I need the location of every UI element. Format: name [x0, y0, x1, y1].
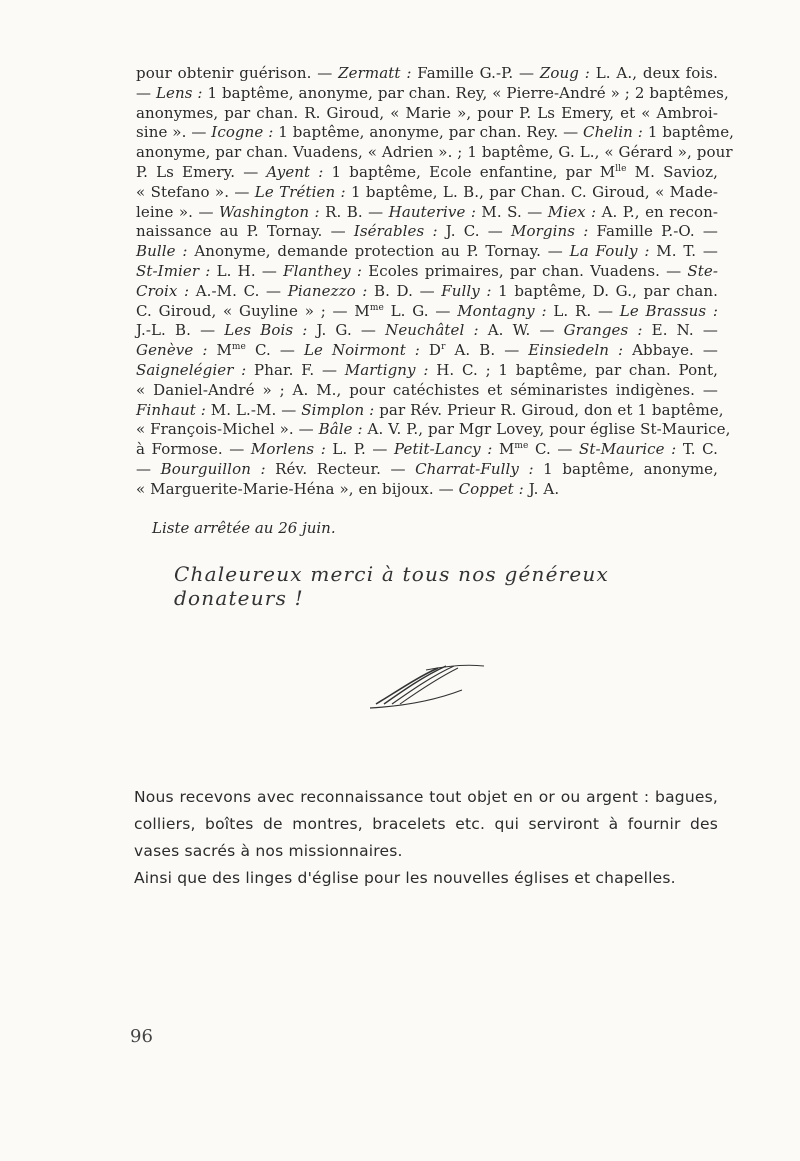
- pen-flourish-icon: [366, 660, 488, 716]
- donor-text: P. Ls Emery. —: [136, 162, 267, 181]
- donor-list-line: [136, 400, 724, 421]
- donor-list-line: [136, 341, 718, 361]
- place-name: Bourguillon :: [160, 459, 266, 478]
- place-name: Charrat-Fully :: [415, 459, 534, 478]
- donor-text: T. C.: [676, 440, 719, 459]
- donor-text: Abbaye. —: [623, 341, 718, 360]
- donor-text: 1 baptême,: [642, 123, 735, 142]
- superscript: r: [441, 342, 446, 353]
- donor-list-line: [136, 64, 718, 84]
- place-name: Isérables :: [353, 222, 438, 241]
- place-name: Ayent :: [266, 162, 324, 181]
- place-name: Coppet :: [458, 479, 524, 498]
- donor-text: L. H. —: [210, 261, 284, 280]
- place-name: Simplon :: [301, 400, 375, 419]
- place-name: Miex :: [547, 202, 597, 221]
- place-name: St-Maurice :: [579, 440, 677, 459]
- donor-text: A. V. P., par Mgr Lovey, pour église St-Maurice,: [362, 420, 731, 439]
- donor-list-line: [136, 104, 718, 124]
- donor-text: Rév. Recteur. —: [265, 459, 416, 478]
- donor-text: 1 baptême, L. B., par Chan. C. Giroud, « Made-: [345, 182, 718, 201]
- donor-text: C. —: [245, 341, 304, 360]
- superscript: me: [514, 441, 529, 452]
- donor-text: 1 baptême, D. G., par chan.: [491, 281, 719, 300]
- donor-text: A. W. —: [478, 321, 564, 340]
- place-name: Zermatt :: [338, 64, 412, 82]
- donor-text: 1 baptême, anonyme, par chan. Rey. —: [273, 123, 584, 142]
- place-name: Lens :: [155, 83, 203, 102]
- donor-text: M. T. —: [649, 242, 718, 261]
- donor-list-line: [136, 460, 718, 480]
- donor-text: —: [136, 459, 161, 478]
- donor-text: Ecoles primaires, par chan. Vuadens. —: [362, 261, 688, 280]
- donor-text: M. L.-M. —: [205, 400, 302, 419]
- donor-text: A. P., en recon-: [596, 202, 719, 221]
- appeal-line: colliers, boîtes de montres, bracelets etc. qui serviront à fournir des: [134, 815, 718, 833]
- place-name: Les Bois :: [224, 321, 308, 340]
- donor-text: D: [419, 341, 442, 360]
- donor-list-line: [136, 321, 718, 341]
- place-name: Chelin :: [583, 123, 643, 142]
- place-name: Icogne :: [211, 123, 274, 142]
- donor-list-line: [136, 222, 718, 242]
- donor-text: « Stefano ». —: [136, 182, 255, 201]
- thanks-heading: Chaleureux merci à tous nos généreux donateurs !: [174, 562, 609, 610]
- donor-text: 1 baptême, anonyme,: [533, 459, 719, 478]
- donor-text: H. C. ; 1 baptême, par chan. Pont,: [428, 360, 719, 379]
- donor-text: anonyme, par chan. Vuadens, « Adrien ». ; 1 baptême, G. L., « Gérard », pour: [136, 143, 733, 162]
- appeal-line: vases sacrés à nos missionnaires.: [134, 842, 403, 860]
- place-name: Granges :: [563, 321, 643, 340]
- donor-list-line: [136, 262, 718, 282]
- place-name: Morgins :: [511, 222, 589, 241]
- donor-text: A.-M. C. —: [189, 281, 288, 300]
- superscript: lle: [615, 163, 627, 174]
- donor-text: C. —: [528, 440, 580, 459]
- donor-list-line: [136, 183, 718, 203]
- place-name: Morlens :: [250, 440, 326, 459]
- donor-list-line: [136, 163, 718, 183]
- donor-text: Famille P.-O. —: [588, 222, 718, 241]
- donor-list-line: [136, 203, 718, 223]
- place-name: Croix :: [136, 281, 190, 300]
- place-name: Le Noirmont :: [303, 341, 420, 360]
- place-name: Bulle :: [136, 242, 188, 261]
- donor-text: A. B. —: [445, 341, 529, 360]
- donor-list-line: [136, 83, 729, 104]
- donor-list-line: [136, 302, 718, 322]
- list-closing-note: Liste arrêtée au 26 juin.: [152, 519, 336, 537]
- superscript: me: [231, 342, 246, 353]
- donor-text: à Formose. —: [136, 440, 251, 459]
- donor-list-line: [136, 123, 735, 143]
- donor-text: —: [136, 83, 156, 102]
- place-name: Le Brassus :: [619, 301, 718, 320]
- donor-text: « Daniel-André » ; A. M., pour catéchistes et séminaristes indigènes. —: [136, 380, 718, 399]
- place-name: Le Trétien :: [254, 182, 346, 201]
- donor-text: L. R. —: [546, 301, 620, 320]
- donor-text: R. B. —: [319, 202, 389, 221]
- donor-text: pour obtenir guérison. —: [136, 64, 339, 82]
- place-name: Einsiedeln :: [528, 341, 624, 360]
- donor-list-line: [136, 143, 733, 163]
- place-name: Ste-: [687, 261, 719, 280]
- donor-text: anonymes, par chan. R. Giroud, « Marie », pour P. Ls Emery, et « Ambroi-: [136, 103, 718, 122]
- place-name: Petit-Lancy :: [393, 440, 493, 459]
- donor-list-line: [136, 440, 718, 460]
- donation-appeal: [134, 784, 718, 892]
- donor-text: L. G. —: [383, 301, 458, 320]
- donor-text: naissance au P. Tornay. —: [136, 222, 354, 241]
- place-name: Pianezzo :: [287, 281, 368, 300]
- donor-list: [136, 64, 735, 500]
- place-name: Zoug :: [539, 64, 590, 82]
- donor-text: 1 baptême, Ecole enfantine, par M: [323, 162, 616, 181]
- donor-text: M: [207, 341, 232, 360]
- donor-text: B. D. —: [367, 281, 442, 300]
- place-name: Neuchâtel :: [385, 321, 479, 340]
- donor-text: Phar. F. —: [246, 360, 345, 379]
- place-name: Washington :: [218, 202, 320, 221]
- donor-text: J. C. —: [437, 222, 512, 241]
- donor-text: L. P. —: [325, 440, 394, 459]
- donor-text: leine ». —: [136, 202, 219, 221]
- superscript: me: [369, 302, 384, 313]
- donor-list-line: [136, 420, 731, 440]
- place-name: La Fouly :: [569, 242, 650, 261]
- donor-text: « François-Michel ». —: [136, 420, 319, 439]
- donor-text: par Rév. Prieur R. Giroud, don et 1 baptême,: [374, 400, 724, 419]
- donor-list-line: [136, 361, 718, 381]
- donor-list-line: [136, 242, 718, 262]
- donor-text: L. A., deux fois.: [589, 64, 719, 82]
- donor-text: Anonyme, demande protection au P. Tornay. —: [187, 242, 570, 261]
- donor-text: M. S. —: [476, 202, 548, 221]
- place-name: Martigny :: [344, 360, 429, 379]
- donor-text: C. Giroud, « Guyline » ; — M: [136, 301, 370, 320]
- appeal-line: Ainsi que des linges d'église pour les nouvelles églises et chapelles.: [134, 869, 676, 887]
- donor-text: J.-L. B. —: [136, 321, 225, 340]
- place-name: Montagny :: [457, 301, 547, 320]
- donor-text: M. Savioz,: [626, 162, 718, 181]
- page-number: 96: [130, 1026, 153, 1047]
- donor-text: 1 baptême, anonyme, par chan. Rey, « Pierre-André » ; 2 baptêmes,: [202, 83, 729, 102]
- donor-list-line: [136, 282, 718, 302]
- place-name: St-Imier :: [136, 261, 211, 280]
- place-name: Fully :: [441, 281, 492, 300]
- donor-text: M: [492, 440, 515, 459]
- donor-list-line: [136, 480, 718, 500]
- donor-text: sine ». —: [136, 123, 212, 142]
- donor-list-line: [136, 381, 718, 401]
- donor-text: J. A.: [523, 479, 560, 498]
- place-name: Flanthey :: [283, 261, 363, 280]
- donor-text: J. G. —: [307, 321, 386, 340]
- donor-text: E. N. —: [642, 321, 718, 340]
- place-name: Saignelégier :: [136, 360, 247, 379]
- place-name: Hauterive :: [388, 202, 476, 221]
- appeal-line: Nous recevons avec reconnaissance tout objet en or ou argent : bagues,: [134, 788, 718, 806]
- place-name: Genève :: [136, 341, 208, 360]
- donor-text: « Marguerite-Marie-Héna », en bijoux. —: [136, 479, 459, 498]
- place-name: Finhaut :: [136, 400, 206, 419]
- place-name: Bâle :: [318, 420, 363, 439]
- donor-text: Famille G.-P. —: [411, 64, 540, 82]
